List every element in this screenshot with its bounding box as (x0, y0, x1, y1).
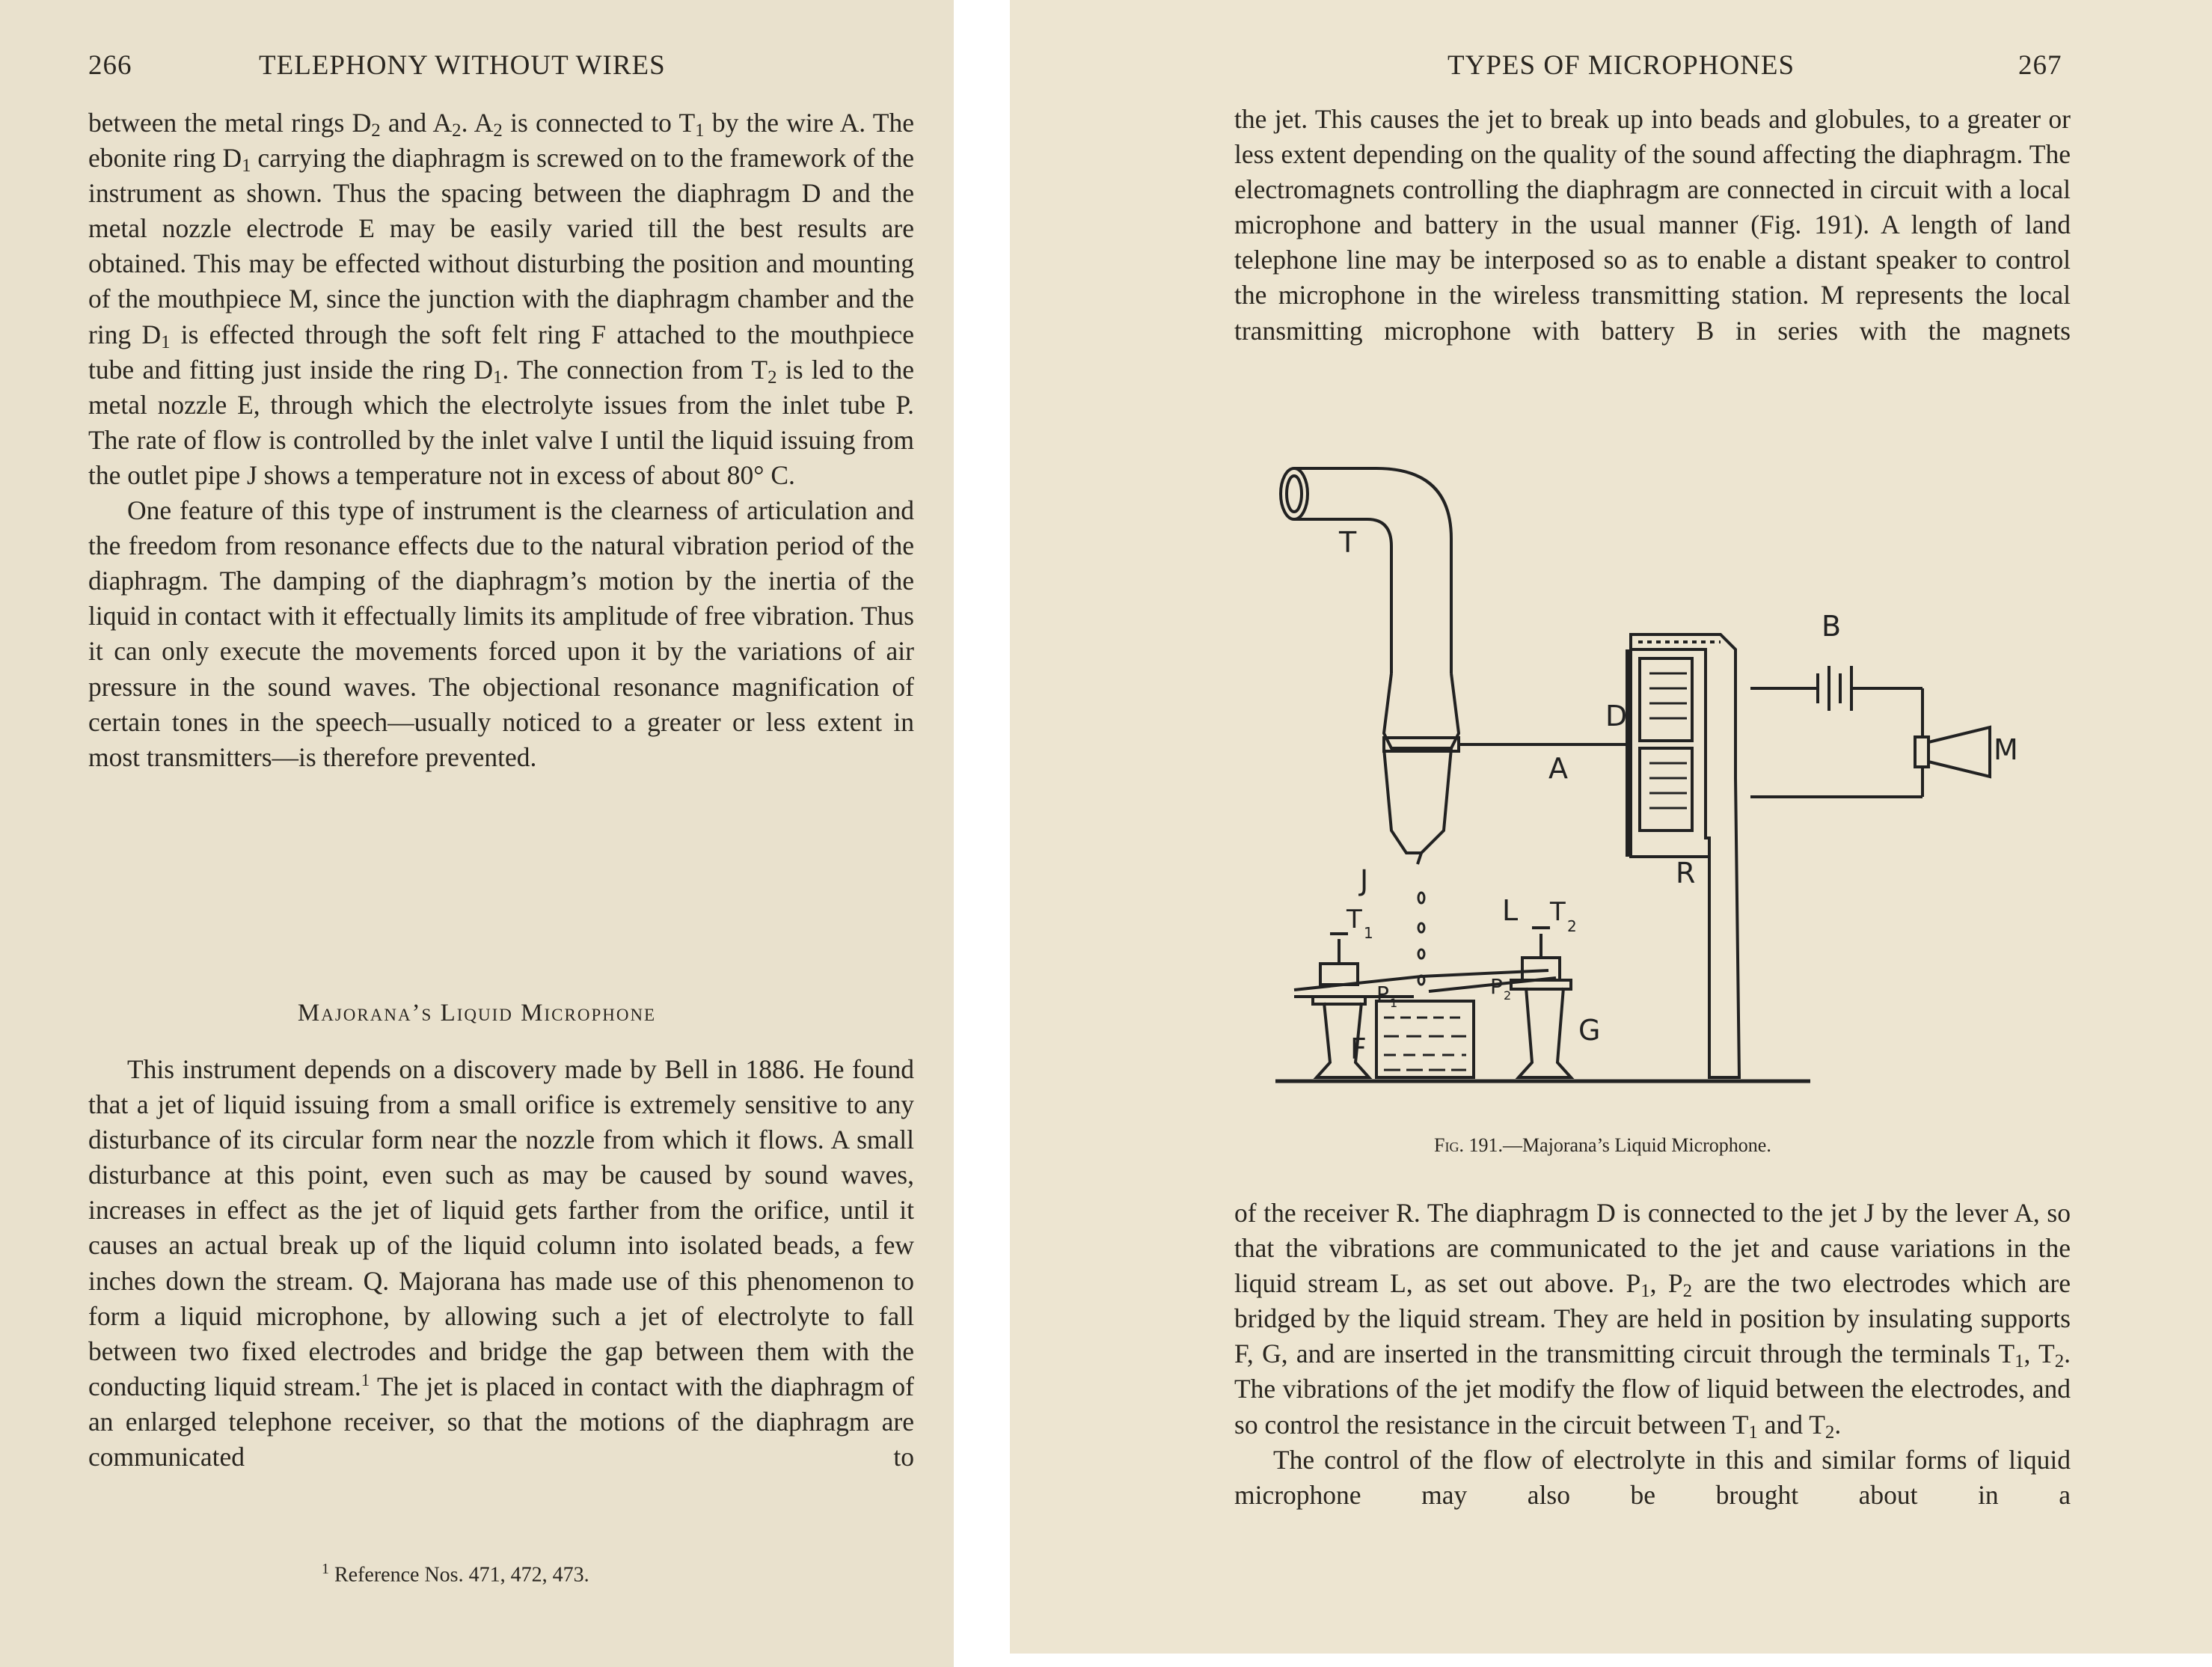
speaking-tube (1281, 468, 1459, 864)
page-number-left: 266 (88, 50, 132, 81)
figure-191-diagram (1272, 449, 2110, 1122)
label-l: L (1502, 894, 1519, 927)
paragraph-continued: between the metal rings $D_2$ and $A_2$. $A_2$ is connected to $T_1$ by the wire A. The ebonite ring $D_1$ carrying the diaphragm is screwed on to the framework of the instrument as shown. Thus the spacing between the diaphragm D and the metal nozzle electrode E may be easily varied till the best results are obtained. This may be effected without disturbing the position and mounting of the mouthpiece M, since the junction with the diaphragm chamber and the ring $D_1$ is effected through the soft felt ring F attached to the mouthpiece tube and fitting just inside the ring $D_1$. The connection from $T_2$ is led to the metal nozzle E, through which the electrolyte issues from the inlet tube P. The rate of flow is controlled by the inlet valve I until the liquid issuing from the outlet pipe J shows a temperature not in excess of about 80° C. (88, 108, 915, 490)
body-text-left-top (88, 105, 914, 775)
label-r: R (1676, 857, 1696, 890)
left-page (0, 0, 954, 1667)
label-b: B (1822, 610, 1842, 643)
paragraph-jet: the jet. This causes the jet to break up into beads and globules, to a greater or less extent depending on the quality of the sound affecting the diaphragm. The electromagnets controlling the diaphragm are connected in circuit with a local microphone and battery in the usual manner (Fig. 191). A length of land telephone line may be interposed so as to enable a distant speaker to control the microphone in the wireless transmitting station. M represents the local transmitting microphone with battery B in series with the magnets (1234, 104, 2071, 346)
label-t1: T (1346, 905, 1362, 935)
label-g: G (1578, 1014, 1601, 1047)
liquid-stream (1418, 893, 1424, 985)
label-a: A (1548, 752, 1568, 785)
footnote-text: Reference Nos. 471, 472, 473. (334, 1563, 589, 1587)
paragraph-control: The control of the flow of electrolyte in this and similar forms of liquid microphone may also be brought about in a (1234, 1444, 2071, 1510)
page-number-right: 267 (2018, 50, 2062, 81)
label-p1: P (1376, 982, 1389, 1006)
body-text-right-bottom (1234, 1196, 2071, 1513)
label-t2: T (1550, 897, 1566, 927)
caption-label: Fig. 191. (1434, 1134, 1503, 1156)
body-text-right-top (1234, 102, 2071, 349)
terminal-t1 (1330, 934, 1348, 964)
paragraph-resonance: One feature of this type of instrument is the clearness of articulation and the freedom from resonance effects due to the natural vibration period of the diaphragm. The damping of the diaphragm’s motion by the inertia of the liquid in contact with it effectually limits its amplitude of free vibration. Thus it can only execute the movements forced upon it by the variations of air pressure in the sound waves. The objectional resonance magnification of certain tones in the speech—usually noticed to a greater or less extent in most transmitters—is therefore prevented. (88, 495, 914, 772)
body-text-left-bottom (88, 1052, 914, 1475)
running-head-left: TELEPHONY WITHOUT WIRES (259, 50, 666, 81)
footnote-mark: 1 (322, 1561, 329, 1577)
label-t2-sub: 2 (1567, 917, 1577, 935)
label-p2-sub: 2 (1504, 988, 1512, 1003)
label-j: J (1360, 864, 1369, 897)
footnote (322, 1561, 589, 1587)
label-d: D (1605, 700, 1628, 732)
figure-caption (1434, 1134, 1771, 1157)
microphone-m (1915, 727, 1990, 777)
receiver-housing (1628, 634, 1739, 1077)
running-head-right: TYPES OF MICROPHONES (1447, 50, 1795, 81)
caption-text: —Majorana’s Liquid Microphone. (1502, 1134, 1771, 1156)
label-m: M (1994, 733, 2018, 766)
paragraph-bell: This instrument depends on a discovery made by Bell in 1886. He found that a jet of liquid issuing from a small orifice is extremely sensitive to any disturbance of its circular form near the nozzle from which it flows. A small disturbance at this point, even such as may be caused by sound waves, increases in effect as the jet of liquid gets farther from the orifice, until it causes an actual break up of the liquid column into isolated beads, a few inches down the stream. Q. Majorana has made use of this phenomenon to form a liquid microphone, by allowing such a jet of electrolyte to fall between two fixed electrodes and bridge the gap between them with the conducting liquid stream.$^1$ The jet is placed in contact with the diaphragm of an enlarged telephone receiver, so that the motions of the diaphragm are communicated to (88, 1054, 914, 1472)
paragraph-receiver: of the receiver R. The diaphragm D is connected to the jet J by the lever A, so that the vibrations are communicated to the jet and cause variations in the liquid stream L, as set out above. $P_1$, $P_2$ are the two electrodes which are bridged by the liquid stream. They are held in position by insulating supports F, G, and are inserted in the transmitting circuit through the terminals $T_1$, $T_2$. The vibrations of the jet modify the flow of liquid between the electrodes, and so control the resistance in the circuit between $T_1$ and $T_2$. (1234, 1198, 2071, 1443)
section-heading: Majorana’s Liquid Microphone (297, 1000, 657, 1027)
label-p1-sub: 1 (1390, 996, 1398, 1010)
vessel (1376, 1001, 1474, 1077)
label-t: T (1339, 526, 1357, 559)
support-g (1511, 958, 1571, 1077)
label-p2: P (1490, 974, 1503, 999)
battery-b (1750, 666, 1923, 797)
label-f: F (1350, 1033, 1367, 1065)
label-t1-sub: 1 (1364, 924, 1373, 942)
gutter (954, 0, 1010, 1667)
terminal-t2 (1532, 928, 1550, 958)
